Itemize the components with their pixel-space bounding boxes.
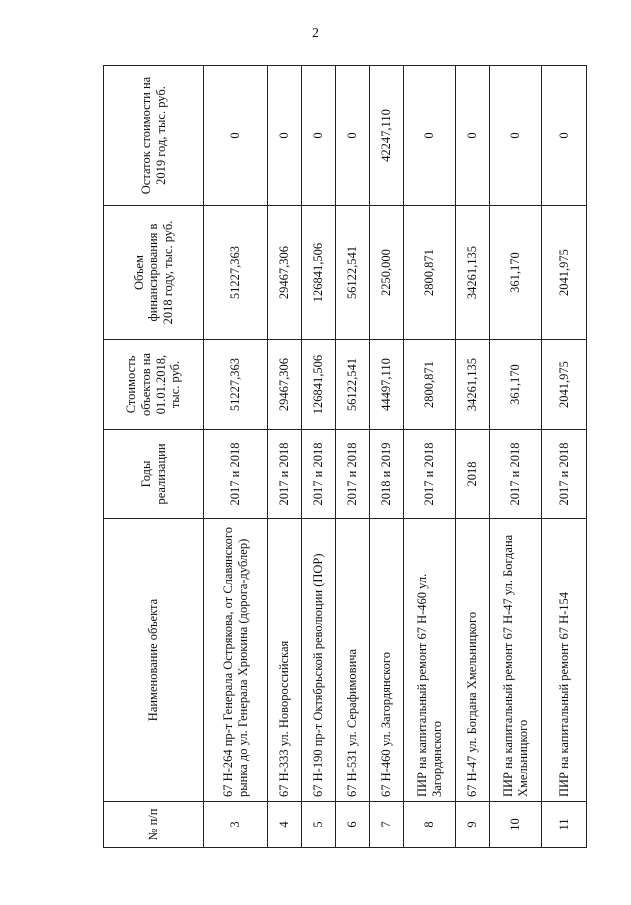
cell-num: 9 — [456, 802, 490, 848]
cell-years: 2017 и 2018 — [204, 430, 268, 519]
cell-num: 5 — [302, 802, 336, 848]
cell-cost: 34261,135 — [456, 340, 490, 430]
cell-name: 67 Н-47 ул. Богдана Хмельницкого — [456, 519, 490, 802]
cell-remainder: 0 — [302, 66, 336, 206]
rotated-table-container — [103, 66, 587, 848]
cell-funding: 56122,541 — [336, 206, 370, 340]
cell-years: 2017 и 2018 — [542, 430, 587, 519]
header-remainder: Остаток стоимости на 2019 год, тыс. руб. — [104, 66, 204, 206]
header-num: № п/п — [104, 802, 204, 848]
cell-name: 67 Н-190 пр-т Октябрьской революции (ПОР) — [302, 519, 336, 802]
table-header-row — [104, 66, 204, 848]
cell-cost: 2800,871 — [404, 340, 456, 430]
cell-remainder: 0 — [404, 66, 456, 206]
cell-funding: 2041,975 — [542, 206, 587, 340]
table-row — [490, 66, 542, 848]
cell-funding: 2800,871 — [404, 206, 456, 340]
cell-num: 3 — [204, 802, 268, 848]
cell-name: 67 Н-460 ул. Загордянского — [370, 519, 404, 802]
cell-name: ПИР на капитальный ремонт 67 Н-460 ул. Загордянского — [404, 519, 456, 802]
header-name: Наименование объекта — [104, 519, 204, 802]
cell-years: 2018 — [456, 430, 490, 519]
cell-name: 67 Н-531 ул. Серафимовича — [336, 519, 370, 802]
cell-remainder: 0 — [204, 66, 268, 206]
cell-years: 2018 и 2019 — [370, 430, 404, 519]
cell-years: 2017 и 2018 — [302, 430, 336, 519]
cell-years: 2017 и 2018 — [268, 430, 302, 519]
cell-name: ПИР на капитальный ремонт 67 Н-47 ул. Богдана Хмельницкого — [490, 519, 542, 802]
cell-years: 2017 и 2018 — [490, 430, 542, 519]
cell-remainder: 0 — [268, 66, 302, 206]
cell-years: 2017 и 2018 — [404, 430, 456, 519]
cell-funding: 51227,363 — [204, 206, 268, 340]
cell-cost: 51227,363 — [204, 340, 268, 430]
cell-name: 67 Н-333 ул. Новороссийская — [268, 519, 302, 802]
cell-cost: 56122,541 — [336, 340, 370, 430]
cell-num: 7 — [370, 802, 404, 848]
cell-funding: 29467,306 — [268, 206, 302, 340]
cell-funding: 34261,135 — [456, 206, 490, 340]
table-row — [456, 66, 490, 848]
table-body — [204, 66, 587, 848]
page-number: 2 — [312, 26, 319, 41]
financing-table — [103, 65, 587, 848]
cell-funding: 361,170 — [490, 206, 542, 340]
cell-remainder: 0 — [542, 66, 587, 206]
table-row — [336, 66, 370, 848]
cell-cost: 126841,506 — [302, 340, 336, 430]
cell-num: 8 — [404, 802, 456, 848]
cell-num: 11 — [542, 802, 587, 848]
cell-cost: 29467,306 — [268, 340, 302, 430]
cell-years: 2017 и 2018 — [336, 430, 370, 519]
cell-cost: 2041,975 — [542, 340, 587, 430]
header-funding: Объем финансирования в 2018 году, тыс. руб. — [104, 206, 204, 340]
cell-funding: 126841,506 — [302, 206, 336, 340]
cell-remainder: 0 — [336, 66, 370, 206]
header-years: Годы реализации — [104, 430, 204, 519]
cell-remainder: 0 — [456, 66, 490, 206]
table-row — [404, 66, 456, 848]
cell-cost: 361,170 — [490, 340, 542, 430]
cell-funding: 2250,000 — [370, 206, 404, 340]
cell-cost: 44497,110 — [370, 340, 404, 430]
cell-name: ПИР на капитальный ремонт 67 Н-154 — [542, 519, 587, 802]
cell-num: 4 — [268, 802, 302, 848]
cell-num: 10 — [490, 802, 542, 848]
header-cost: Стоимость объектов на 01.01.2018, тыс. руб. — [104, 340, 204, 430]
table-row — [542, 66, 587, 848]
table-row — [370, 66, 404, 848]
cell-remainder: 0 — [490, 66, 542, 206]
cell-remainder: 42247,110 — [370, 66, 404, 206]
table-row — [302, 66, 336, 848]
table-row — [268, 66, 302, 848]
table-row — [204, 66, 268, 848]
cell-num: 6 — [336, 802, 370, 848]
cell-name: 67 Н-264 пр-т Генерала Острякова, от Славянского рынка до ул. Генерала Хрюкина (дорога-дублер) — [204, 519, 268, 802]
